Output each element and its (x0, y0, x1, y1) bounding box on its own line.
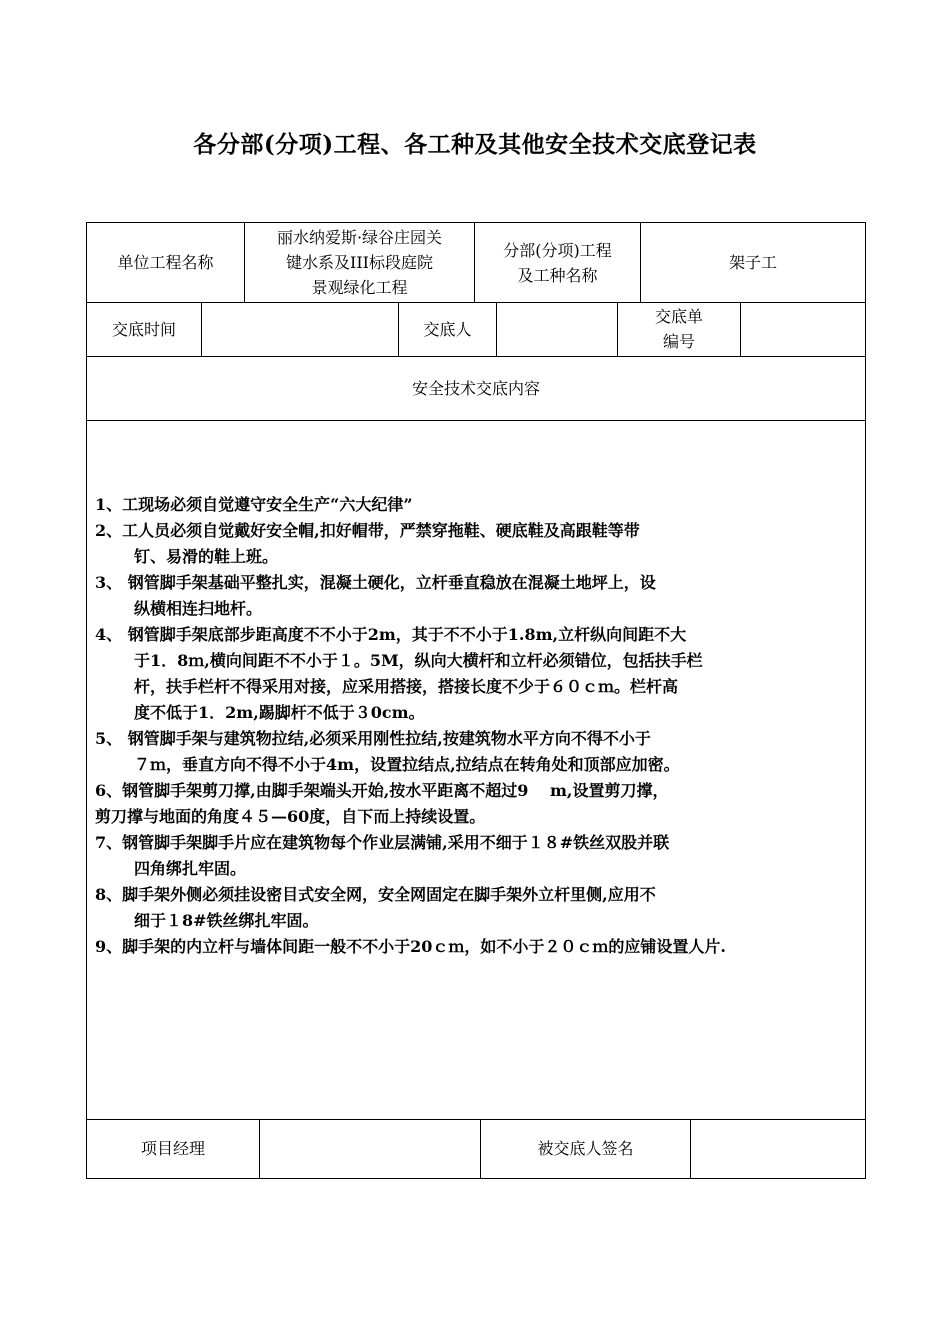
list-item-continuation: 四角绑扎牢固。 (134, 859, 247, 878)
number-value[interactable] (741, 302, 865, 356)
sub-project-value: 架子工 (728, 253, 777, 272)
table-row-time (86, 302, 866, 357)
list-item-continuation: 于1．8ｍ,横向间距不不小于１。5M，纵向大横杆和立杆必须错位，包括扶手栏 (134, 651, 703, 670)
unit-value-line-3: 景观绿化工程 (311, 278, 408, 297)
list-item: 3、 钢管脚手架基础平整扎实，混凝土硬化，立杆垂直稳放在混凝土地坪上，设 (95, 573, 656, 592)
person-value[interactable] (497, 302, 618, 356)
sub-project-label-line-2: 及工种名称 (517, 265, 598, 285)
signer-label: 被交底人签名 (481, 1119, 691, 1178)
signer-signature[interactable] (691, 1119, 865, 1178)
number-label-line-2: 编号 (662, 332, 695, 351)
sub-project-label (475, 223, 641, 302)
manager-label: 项目经理 (87, 1119, 260, 1178)
list-item-continuation: 杆，扶手栏杆不得采用对接，应采用搭接，搭接长度不少于６０ｃｍ。栏杆高 (134, 677, 679, 696)
list-item: 7、钢管脚手架脚手片应在建筑物每个作业层满铺,采用不细于１８#铁丝双股并联 (95, 833, 670, 852)
table-row-unit (86, 222, 866, 303)
list-item: 1、工现场必须自觉遵守安全生产“六大纪律” (95, 495, 413, 514)
unit-value (245, 223, 475, 302)
list-item: 2、工人员必须自觉戴好安全帽,扣好帽带，严禁穿拖鞋、硬底鞋及高跟鞋等带 (95, 521, 640, 540)
person-label: 交底人 (399, 302, 497, 356)
number-label-line-1: 交底单 (654, 307, 703, 326)
list-item-continuation: 细于１8#铁丝绑扎牢固。 (134, 911, 319, 930)
unit-value-line-2: 键水系及ⅠII标段庭院 (286, 253, 433, 272)
list-item: 剪刀撑与地面的角度４５—60度，自下而上持续设置。 (95, 807, 486, 826)
manager-signature[interactable] (260, 1119, 481, 1178)
list-item: 8、脚手架外侧必须挂设密目式安全网，安全网固定在脚手架外立杆里侧,应用不 (95, 885, 656, 904)
list-item-continuation: ７ｍ，垂直方向不得不小于4m，设置拉结点,拉结点在转角处和顶部应加密。 (134, 755, 680, 774)
list-item: 6、钢管脚手架剪刀撑,由脚手架端头开始,按水平距离不超过9 m,设置剪刀撑， (95, 781, 669, 800)
sub-project-label-line-1: 分部(分项)工程 (503, 240, 612, 260)
list-item: 9、脚手架的内立杆与墙体间距一般不不小于20ｃｍ，如不小于２０ｃｍ的应铺设置人片. (95, 937, 726, 956)
list-item-continuation: 纵横相连扫地杆。 (134, 599, 263, 618)
time-label: 交底时间 (87, 302, 202, 356)
time-value[interactable] (202, 302, 399, 356)
unit-value-line-1: 丽水纳爱斯·绿谷庄园关 (276, 228, 443, 247)
section-header: 安全技术交底内容 (411, 378, 540, 398)
list-item-continuation: 钉、易滑的鞋上班。 (134, 547, 279, 566)
page-title: 各分部(分项)工程、各工种及其他安全技术交底登记表 (193, 131, 757, 158)
table-row-content (86, 420, 866, 1120)
table-row-section-header (86, 356, 866, 421)
list-item-continuation: 度不低于1．2m,踢脚杆不低于３0cm。 (134, 703, 425, 722)
table-row-signatures (86, 1119, 866, 1179)
list-item: 4、 钢管脚手架底部步距高度不不小于2m，其于不不小于1.8m,立杆纵向间距不大 (95, 625, 687, 644)
number-label (618, 302, 741, 356)
list-item: 5、 钢管脚手架与建筑物拉结,必须采用刚性拉结,按建筑物水平方向不得不小于 (95, 729, 651, 748)
unit-label: 单位工程名称 (87, 223, 245, 302)
safety-content (95, 492, 859, 960)
